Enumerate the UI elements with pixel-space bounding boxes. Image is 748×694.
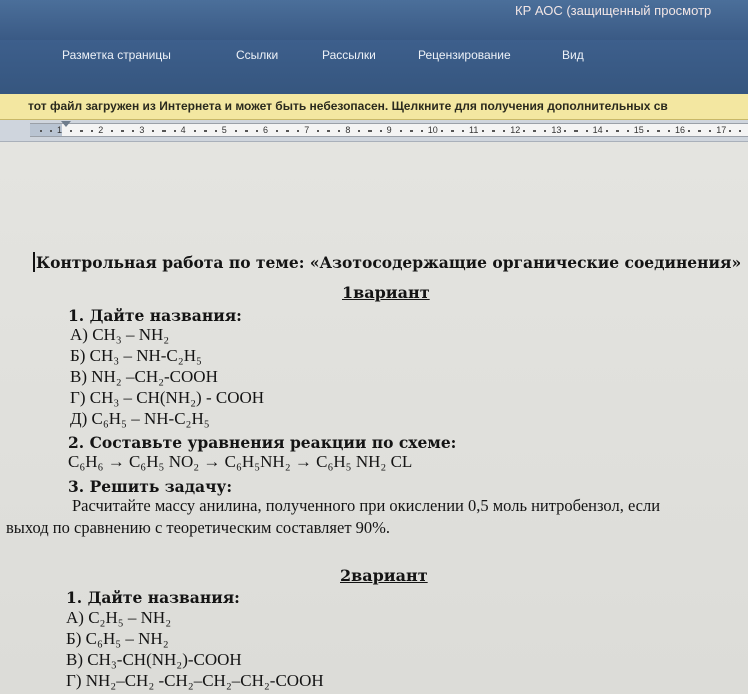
ruler-tick	[50, 130, 52, 132]
ruler-tick	[328, 130, 330, 132]
tab-mailings[interactable]: Рассылки	[322, 48, 376, 62]
ruler-tick	[411, 130, 413, 132]
ruler-number: 8	[345, 125, 351, 135]
ruler-tick	[91, 130, 93, 132]
ruler-number: 1	[57, 125, 63, 135]
ruler-number: 11	[469, 125, 479, 135]
ruler-scale[interactable]	[30, 123, 748, 137]
ruler-tick	[617, 130, 619, 132]
ruler-tick	[164, 130, 166, 132]
ruler-tick	[586, 130, 588, 132]
v1-task-text-2: выход по сравнению с теоретическим составляет 90%.	[6, 518, 391, 537]
v2-item-g: Г) NH₂–CH₂ -CH₂–CH₂–CH₂-COOH	[66, 671, 324, 690]
variant2-heading: 2вариант	[340, 566, 428, 585]
v2-item-b: Б) C₆H₅ – NH₂	[66, 629, 169, 648]
ruler-tick	[152, 130, 154, 132]
ruler-number: 5	[221, 125, 227, 135]
ruler-tick	[205, 130, 207, 132]
window-title: КР АОС (защищенный просмотр	[515, 3, 712, 18]
ruler-number: 2	[98, 125, 104, 135]
text-cursor	[33, 252, 35, 272]
ruler-number: 7	[304, 125, 310, 135]
ruler-tick	[246, 130, 248, 132]
v1-item-a: А) CH₃ – NH₂	[70, 325, 170, 344]
tab-references[interactable]: Ссылки	[236, 48, 279, 62]
ruler-tick	[452, 130, 454, 132]
ruler-tick	[70, 130, 72, 132]
ruler-tick	[111, 130, 113, 132]
v2-item-a: А) C₂H₅ – NH₂	[66, 608, 172, 627]
ruler-tick	[81, 130, 83, 132]
security-warning-text: тот файл загружен из Интернета и может быть небезопасен. Щелкните для получения дополнительных св	[28, 99, 668, 113]
ruler-tick	[729, 130, 731, 132]
ruler-tick	[297, 130, 299, 132]
indent-marker-icon[interactable]	[61, 121, 71, 127]
ruler-tick	[739, 130, 741, 132]
ruler-tick	[534, 130, 536, 132]
ruler-tick	[338, 130, 340, 132]
document-title: Контрольная работа по теме: «Азотосодержащие органические соединения»	[36, 253, 742, 272]
ruler-tick	[564, 130, 566, 132]
ruler-tick	[194, 130, 196, 132]
tab-review[interactable]: Рецензирование	[418, 48, 511, 62]
ruler-tick	[256, 130, 258, 132]
ruler-tick	[122, 130, 124, 132]
v1-task-text-1: Расчитайте массу анилина, полученного при окислении 0,5 моль нитробензол, если	[72, 496, 661, 515]
title-bar	[0, 0, 748, 40]
ruler-tick	[287, 130, 289, 132]
ruler-tick	[709, 130, 711, 132]
ruler-number: 14	[592, 125, 603, 135]
v1-item-v: В) NH₂ –CH₂-COOH	[70, 367, 218, 386]
v1-item-g: Г) CH₃ – CH(NH₂) - COOH	[70, 388, 265, 407]
ruler-number: 17	[716, 125, 727, 135]
ruler-tick	[668, 130, 670, 132]
v1-question2: 2. Составьте уравнения реакции по схеме:	[68, 433, 457, 452]
ruler-tick	[647, 130, 649, 132]
v1-reaction-scheme: C₆H₆ → C₆H₅ NO₂ → C₆H₅NH₂ → C₆H₅ NH₂ CL	[68, 452, 413, 471]
ruler-tick	[40, 130, 42, 132]
v1-question1: 1. Дайте названия:	[68, 306, 242, 325]
ruler-tick	[523, 130, 525, 132]
ruler-number: 3	[139, 125, 145, 135]
v1-item-d: Д) C₆H₅ – NH-C₂H₅	[70, 409, 210, 428]
ruler-number: 10	[427, 125, 438, 135]
ruler-number: 12	[510, 125, 521, 135]
ruler-tick	[358, 130, 360, 132]
tab-page-layout[interactable]: Разметка страницы	[62, 48, 171, 62]
v1-question3: 3. Решить задачу:	[68, 477, 233, 496]
ribbon-tabs	[0, 40, 748, 94]
ruler-tick	[317, 130, 319, 132]
ruler-tick	[576, 130, 578, 132]
ruler-tick	[627, 130, 629, 132]
ruler-tick	[276, 130, 278, 132]
ruler-tick	[441, 130, 443, 132]
v2-question1: 1. Дайте названия:	[66, 588, 240, 607]
v1-item-b: Б) CH₃ – NH-C₂H₅	[70, 346, 202, 365]
ruler-tick	[421, 130, 423, 132]
ruler-tick	[380, 130, 382, 132]
tab-view[interactable]: Вид	[562, 48, 584, 62]
ruler-tick	[482, 130, 484, 132]
ruler-tick	[493, 130, 495, 132]
ruler-tick	[699, 130, 701, 132]
variant1-heading: 1вариант	[342, 283, 430, 302]
ruler-tick	[400, 130, 402, 132]
ruler-tick	[658, 130, 660, 132]
ruler-tick	[235, 130, 237, 132]
protected-view-bar[interactable]	[0, 94, 748, 120]
ruler-tick	[503, 130, 505, 132]
ruler-tick	[370, 130, 372, 132]
horizontal-ruler[interactable]	[0, 120, 748, 142]
ruler-number: 6	[263, 125, 269, 135]
ruler-number: 15	[633, 125, 644, 135]
v2-item-v: В) CH₃-CH(NH₂)-COOH	[66, 650, 242, 669]
ruler-tick	[174, 130, 176, 132]
ruler-tick	[544, 130, 546, 132]
ruler-tick	[215, 130, 217, 132]
ruler-tick	[606, 130, 608, 132]
ruler-number: 16	[675, 125, 686, 135]
ruler-number: 13	[551, 125, 562, 135]
ruler-number: 4	[180, 125, 186, 135]
ruler-tick	[462, 130, 464, 132]
ruler-tick	[688, 130, 690, 132]
ruler-number: 9	[386, 125, 392, 135]
ruler-tick	[132, 130, 134, 132]
